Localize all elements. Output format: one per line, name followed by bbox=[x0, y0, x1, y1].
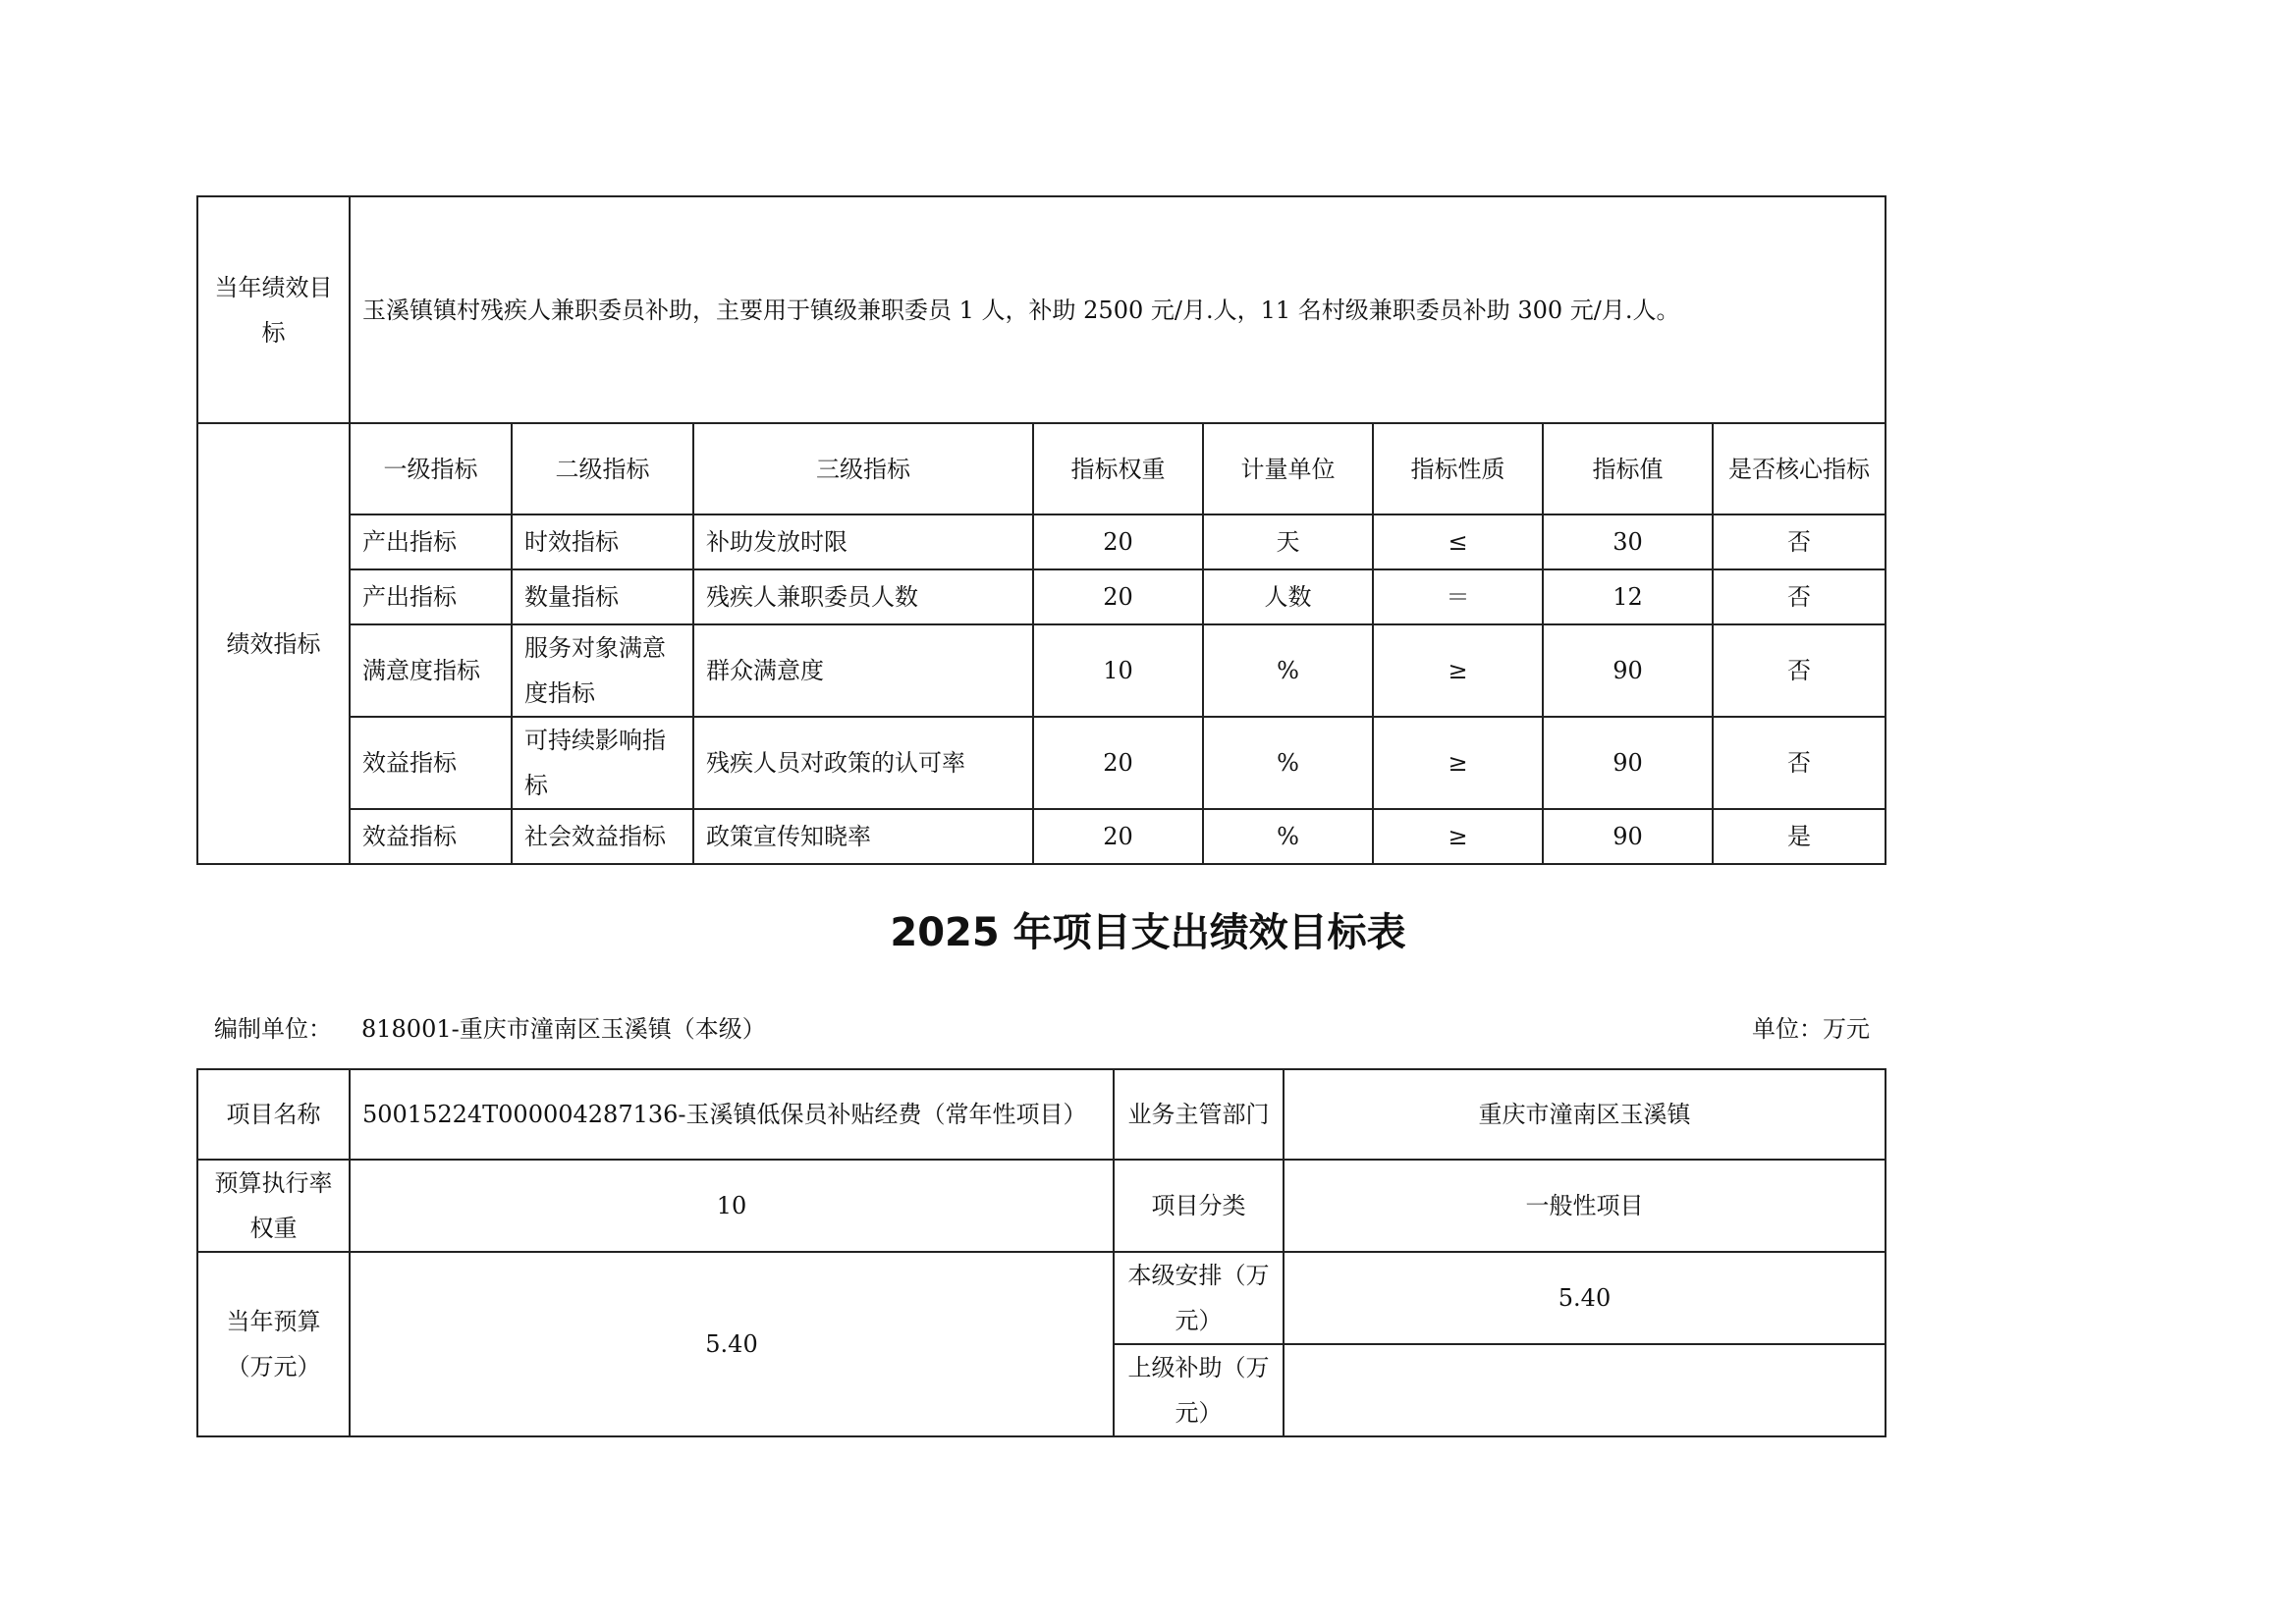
unit-cell: 天 bbox=[1203, 514, 1373, 569]
level1-cell: 产出指标 bbox=[350, 514, 512, 569]
level3-cell: 群众满意度 bbox=[693, 624, 1033, 717]
category-label: 项目分类 bbox=[1114, 1160, 1284, 1252]
header-cell: 指标值 bbox=[1543, 423, 1713, 514]
value-cell: 90 bbox=[1543, 717, 1713, 809]
table-row bbox=[197, 1069, 1886, 1160]
budget-label: 当年预算（万元） bbox=[197, 1252, 350, 1436]
local-label: 本级安排（万元） bbox=[1114, 1252, 1284, 1344]
unit-cell: % bbox=[1203, 717, 1373, 809]
nature-cell: ≥ bbox=[1373, 624, 1543, 717]
project-table bbox=[196, 1068, 1886, 1437]
core-cell: 否 bbox=[1713, 569, 1886, 624]
currency-unit: 单位：万元 bbox=[1752, 1015, 1870, 1043]
value-cell: 30 bbox=[1543, 514, 1713, 569]
level2-cell: 服务对象满意度指标 bbox=[512, 624, 693, 717]
core-cell: 否 bbox=[1713, 717, 1886, 809]
header-cell: 指标权重 bbox=[1033, 423, 1203, 514]
table-row bbox=[197, 624, 1886, 717]
value-cell: 90 bbox=[1543, 809, 1713, 864]
nature-cell: ≤ bbox=[1373, 514, 1543, 569]
superior-label: 上级补助（万元） bbox=[1114, 1344, 1284, 1436]
dept-value: 重庆市潼南区玉溪镇 bbox=[1284, 1069, 1886, 1160]
goal-label: 当年绩效目标 bbox=[197, 196, 350, 423]
header-cell: 计量单位 bbox=[1203, 423, 1373, 514]
level1-cell: 产出指标 bbox=[350, 569, 512, 624]
project-name: 50015224T000004287136-玉溪镇低保员补贴经费（常年性项目） bbox=[350, 1069, 1114, 1160]
table-row bbox=[197, 809, 1886, 864]
category-value: 一般性项目 bbox=[1284, 1160, 1886, 1252]
level2-cell: 可持续影响指标 bbox=[512, 717, 693, 809]
level2-cell: 数量指标 bbox=[512, 569, 693, 624]
level1-cell: 满意度指标 bbox=[350, 624, 512, 717]
header-cell: 是否核心指标 bbox=[1713, 423, 1886, 514]
core-cell: 是 bbox=[1713, 809, 1886, 864]
kpi-label: 绩效指标 bbox=[197, 423, 350, 864]
core-cell: 否 bbox=[1713, 514, 1886, 569]
project-name-label: 项目名称 bbox=[197, 1069, 350, 1160]
table-row bbox=[197, 717, 1886, 809]
superior-value bbox=[1284, 1344, 1886, 1436]
weight-cell: 20 bbox=[1033, 717, 1203, 809]
header-cell: 二级指标 bbox=[512, 423, 693, 514]
weight-cell: 20 bbox=[1033, 514, 1203, 569]
local-value: 5.40 bbox=[1284, 1252, 1886, 1344]
table-row bbox=[197, 1160, 1886, 1252]
dept-label: 业务主管部门 bbox=[1114, 1069, 1284, 1160]
exec-weight-label: 预算执行率权重 bbox=[197, 1160, 350, 1252]
level2-cell: 社会效益指标 bbox=[512, 809, 693, 864]
header-cell: 一级指标 bbox=[350, 423, 512, 514]
kpi-header-row bbox=[197, 423, 1886, 514]
page-title: 2025 年项目支出绩效目标表 bbox=[890, 910, 1406, 955]
header-cell: 指标性质 bbox=[1373, 423, 1543, 514]
nature-cell: ≥ bbox=[1373, 809, 1543, 864]
value-cell: 12 bbox=[1543, 569, 1713, 624]
unit-cell: 人数 bbox=[1203, 569, 1373, 624]
nature-cell: ＝ bbox=[1373, 569, 1543, 624]
level3-cell: 政策宣传知晓率 bbox=[693, 809, 1033, 864]
kpi-table bbox=[196, 195, 1886, 865]
unit-cell: % bbox=[1203, 624, 1373, 717]
budget-value: 5.40 bbox=[350, 1252, 1114, 1436]
table-row bbox=[197, 514, 1886, 569]
nature-cell: ≥ bbox=[1373, 717, 1543, 809]
weight-cell: 10 bbox=[1033, 624, 1203, 717]
level2-cell: 时效指标 bbox=[512, 514, 693, 569]
level3-cell: 残疾人员对政策的认可率 bbox=[693, 717, 1033, 809]
unit-line bbox=[214, 1011, 1870, 1047]
table-row bbox=[197, 1252, 1886, 1344]
weight-cell: 20 bbox=[1033, 809, 1203, 864]
level3-cell: 残疾人兼职委员人数 bbox=[693, 569, 1033, 624]
exec-weight-value: 10 bbox=[350, 1160, 1114, 1252]
value-cell: 90 bbox=[1543, 624, 1713, 717]
table-row bbox=[197, 569, 1886, 624]
level3-cell: 补助发放时限 bbox=[693, 514, 1033, 569]
level1-cell: 效益指标 bbox=[350, 809, 512, 864]
header-cell: 三级指标 bbox=[693, 423, 1033, 514]
unit-cell: % bbox=[1203, 809, 1373, 864]
level1-cell: 效益指标 bbox=[350, 717, 512, 809]
weight-cell: 20 bbox=[1033, 569, 1203, 624]
org-value: 818001-重庆市潼南区玉溪镇（本级） bbox=[361, 1015, 766, 1043]
goal-text: 玉溪镇镇村残疾人兼职委员补助，主要用于镇级兼职委员 1 人，补助 2500 元/月.人，11 名村级兼职委员补助 300 元/月.人。 bbox=[350, 196, 1886, 423]
core-cell: 否 bbox=[1713, 624, 1886, 717]
goal-row bbox=[197, 196, 1886, 423]
org-label: 编制单位： bbox=[214, 1015, 332, 1043]
